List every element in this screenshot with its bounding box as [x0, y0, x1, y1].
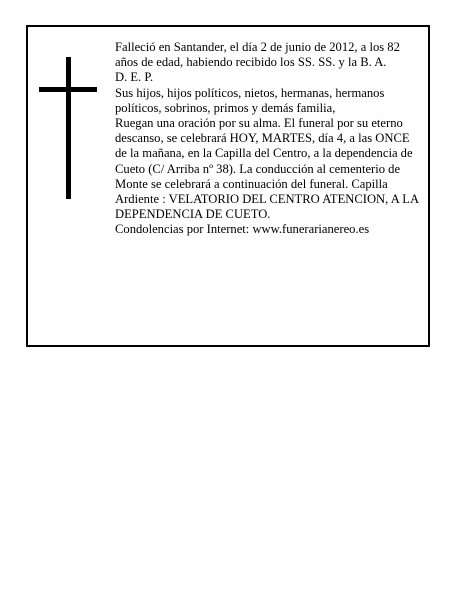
family-line: Sus hijos, hijos políticos, nietos, hermanas, hermanos políticos, sobrinos, primos y demás familia,: [115, 85, 385, 115]
condolences-line: Condolencias por Internet: www.funerarianereo.es: [115, 222, 370, 237]
funeral-details: Ruegan una oración por su alma. El funeral por su eterno descanso, se celebrará HOY, MARTES, día 4, a las ONCE de la mañana, en la Capilla del Centro, a la dependencia de Cueto (C/ Arriba nº 38). La conducción al cementerio de Monte se celebrará a continuación del funeral. Capilla Ardiente : VELATORIO DEL CENTRO ATENCION, A LA DEPENDENCIA DE CUETO.: [115, 116, 419, 222]
notice-body: [115, 40, 421, 238]
cross-vertical-bar: [66, 57, 71, 199]
latin-cross-icon: [39, 57, 97, 199]
obituary-notice: [26, 25, 430, 347]
cross-horizontal-bar: [39, 87, 97, 92]
rip-line: D. E. P.: [115, 70, 154, 85]
death-announcement: Falleció en Santander, el día 2 de junio de 2012, a los 82 años de edad, habiendo recibido los SS. SS. y la B. A.: [115, 40, 400, 70]
